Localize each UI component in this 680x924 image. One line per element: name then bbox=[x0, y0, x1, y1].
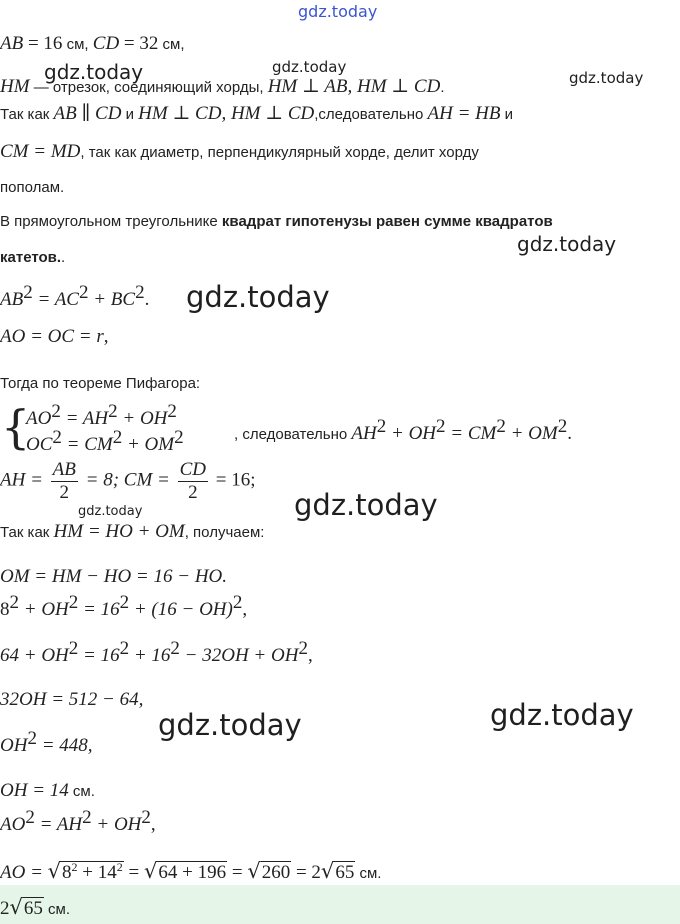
math: = CM bbox=[61, 434, 113, 455]
math: 64 + OH bbox=[0, 645, 69, 666]
line-20 bbox=[0, 728, 93, 758]
exponent: 2 bbox=[116, 860, 123, 874]
math-perpendicular: HM ⊥ CD, HM ⊥ CD bbox=[138, 103, 315, 124]
text: пополам. bbox=[0, 179, 65, 196]
math: = AH bbox=[60, 408, 109, 429]
line-16 bbox=[0, 566, 227, 589]
text: Так как bbox=[0, 106, 54, 123]
math: , bbox=[307, 645, 313, 666]
line-10 bbox=[0, 373, 200, 395]
line-12 bbox=[26, 427, 184, 457]
text: . bbox=[61, 249, 66, 266]
text: — отрезок, соединяющий хорды, bbox=[29, 79, 268, 96]
radicand: 65 bbox=[335, 862, 355, 883]
exponent: 2 bbox=[25, 807, 35, 828]
text: , так как диаметр, перпендикулярный хорде, делит хорду bbox=[80, 144, 479, 161]
watermark: gdz.today bbox=[272, 58, 347, 76]
square-root: $√8^2 + 14^2$ bbox=[47, 859, 123, 883]
math: = 8; CM = bbox=[80, 469, 175, 491]
math: AH = bbox=[0, 469, 48, 491]
square-root: √64 + 196 bbox=[143, 859, 227, 883]
watermark: gdz.today bbox=[517, 232, 617, 256]
math-perpendicular: HM ⊥ AB, HM ⊥ CD bbox=[267, 76, 441, 97]
math-parallel: AB ∥ CD bbox=[53, 103, 122, 124]
math: + OM bbox=[505, 423, 558, 444]
math: OC bbox=[26, 434, 53, 455]
fraction bbox=[51, 459, 78, 504]
exponent: 2 bbox=[78, 282, 89, 303]
line-1 bbox=[0, 33, 185, 56]
text: и bbox=[121, 106, 139, 123]
watermark: gdz.today bbox=[44, 60, 144, 84]
line-23 bbox=[0, 860, 381, 885]
exponent: 2 bbox=[557, 416, 568, 437]
exponent: 2 bbox=[232, 592, 243, 613]
math: 32OH = 512 − 64, bbox=[0, 689, 144, 710]
square-root: √65 bbox=[9, 895, 43, 919]
math: + OH bbox=[386, 423, 437, 444]
math: . bbox=[567, 423, 572, 444]
answer-line bbox=[0, 896, 70, 921]
text: Так как bbox=[0, 524, 54, 541]
watermark: gdz.today bbox=[569, 69, 644, 87]
line-3 bbox=[0, 103, 513, 126]
math: = 16 bbox=[78, 599, 120, 620]
watermark: gdz.today bbox=[294, 488, 438, 522]
math: . bbox=[144, 289, 150, 310]
math: AB bbox=[0, 289, 24, 310]
watermark: gdz.today bbox=[186, 280, 330, 314]
line-7 bbox=[0, 247, 65, 269]
radicand: 8 bbox=[62, 862, 72, 883]
math: 8 bbox=[0, 599, 10, 620]
math: = 2 bbox=[291, 862, 321, 883]
math: AH bbox=[351, 423, 377, 444]
bold-text: катетов. bbox=[0, 249, 62, 266]
watermark: gdz.today bbox=[158, 708, 302, 742]
line-5 bbox=[0, 177, 64, 199]
line-9 bbox=[0, 326, 109, 349]
math: − 32OH + OH bbox=[179, 645, 299, 666]
math: = bbox=[123, 862, 144, 883]
watermark: gdz.today bbox=[298, 2, 378, 21]
exponent: 2 bbox=[376, 416, 387, 437]
line-15 bbox=[0, 521, 264, 544]
exponent: 2 bbox=[436, 416, 446, 437]
square-root: √65 bbox=[320, 859, 355, 883]
exponent: 2 bbox=[82, 807, 92, 828]
system-brace: { bbox=[1, 400, 31, 454]
radicand: + 14 bbox=[77, 862, 117, 883]
line-13 bbox=[234, 416, 572, 446]
exponent: 2 bbox=[170, 638, 180, 659]
math: 2 bbox=[0, 898, 10, 919]
line-8 bbox=[0, 282, 150, 312]
answer-bar bbox=[0, 885, 680, 924]
fraction-denominator: 2 bbox=[59, 482, 70, 503]
text: В прямоугольном треугольнике bbox=[0, 213, 222, 230]
math: , bbox=[242, 599, 248, 620]
text: см, bbox=[158, 36, 185, 53]
line-2 bbox=[0, 76, 444, 99]
text: . bbox=[440, 79, 445, 96]
math: + BC bbox=[88, 289, 136, 310]
math-equality: CM = MD bbox=[0, 141, 81, 162]
math-value: = 32 bbox=[119, 33, 159, 54]
exponent: 2 bbox=[27, 728, 37, 749]
text: Тогда по теореме Пифагора: bbox=[0, 375, 201, 392]
math-cd: CD bbox=[92, 33, 120, 54]
exponent: 2 bbox=[9, 592, 19, 613]
fraction bbox=[178, 459, 208, 504]
fraction-numerator: AB bbox=[52, 459, 76, 480]
line-6 bbox=[0, 211, 553, 233]
text: см. bbox=[68, 783, 95, 800]
text: и bbox=[500, 106, 514, 123]
exponent: 2 bbox=[52, 427, 62, 448]
math: = 16; bbox=[211, 469, 256, 491]
line-11 bbox=[26, 401, 177, 431]
math: + OH bbox=[117, 408, 168, 429]
math: AO = OC = r bbox=[0, 326, 104, 347]
math-equality: AH = HB bbox=[427, 103, 501, 124]
math: AO = bbox=[0, 862, 48, 883]
radicand: 260 bbox=[261, 862, 291, 883]
math: OM = HM − HO = 16 − HO. bbox=[0, 566, 228, 587]
watermark: gdz.today bbox=[78, 504, 143, 519]
exponent: 2 bbox=[167, 401, 177, 422]
bold-text: квадрат гипотенузы равен сумме квадратов bbox=[221, 213, 553, 230]
math-hm: HM bbox=[0, 76, 30, 97]
text: см. bbox=[355, 865, 382, 882]
radicand: 65 bbox=[23, 898, 43, 919]
math: + 16 bbox=[129, 645, 171, 666]
math: = 448, bbox=[36, 735, 93, 756]
math: = AH bbox=[34, 814, 83, 835]
exponent: 2 bbox=[68, 592, 79, 613]
math: = AC bbox=[32, 289, 79, 310]
math: OH bbox=[0, 735, 28, 756]
square-root: √260 bbox=[247, 859, 291, 883]
math: + (16 − OH) bbox=[129, 599, 233, 620]
math: , bbox=[150, 814, 156, 835]
math: AO bbox=[26, 408, 52, 429]
math: HM = HO + OM bbox=[53, 521, 185, 542]
exponent: 2 bbox=[119, 638, 130, 659]
fraction-numerator: CD bbox=[179, 459, 207, 480]
exponent: 2 bbox=[496, 416, 506, 437]
line-17 bbox=[0, 592, 248, 622]
watermark: gdz.today bbox=[490, 698, 634, 732]
math: + OH bbox=[91, 814, 142, 835]
line-4 bbox=[0, 141, 479, 164]
radicand: 64 + 196 bbox=[158, 862, 227, 883]
exponent: 2 bbox=[68, 638, 79, 659]
line-18 bbox=[0, 638, 313, 668]
exponent: 2 bbox=[23, 282, 33, 303]
math: = CM bbox=[445, 423, 497, 444]
exponent: 2 bbox=[108, 401, 118, 422]
math: AO bbox=[0, 814, 26, 835]
exponent: 2 bbox=[135, 282, 145, 303]
line-14 bbox=[0, 459, 256, 504]
math: = bbox=[227, 862, 248, 883]
math: , bbox=[103, 326, 109, 347]
text: см, bbox=[62, 36, 93, 53]
exponent: 2 bbox=[174, 427, 184, 448]
exponent: 2 bbox=[119, 592, 130, 613]
math: = 16 bbox=[78, 645, 120, 666]
text: см. bbox=[43, 901, 71, 918]
exponent: 2 bbox=[71, 860, 78, 874]
line-22 bbox=[0, 807, 156, 837]
text: , следовательно bbox=[234, 426, 352, 443]
fraction-denominator: 2 bbox=[188, 482, 198, 503]
math: + OH bbox=[19, 599, 69, 620]
exponent: 2 bbox=[298, 638, 308, 659]
math: + OM bbox=[122, 434, 175, 455]
text: , получаем: bbox=[184, 524, 265, 541]
line-21 bbox=[0, 780, 95, 803]
exponent: 2 bbox=[51, 401, 61, 422]
math-ab: AB bbox=[0, 33, 24, 54]
text: ,следовательно bbox=[314, 106, 428, 123]
exponent: 2 bbox=[112, 427, 123, 448]
line-19 bbox=[0, 689, 143, 712]
math: OH = 14 bbox=[0, 780, 69, 801]
exponent: 2 bbox=[141, 807, 151, 828]
math-value: = 16 bbox=[23, 33, 63, 54]
